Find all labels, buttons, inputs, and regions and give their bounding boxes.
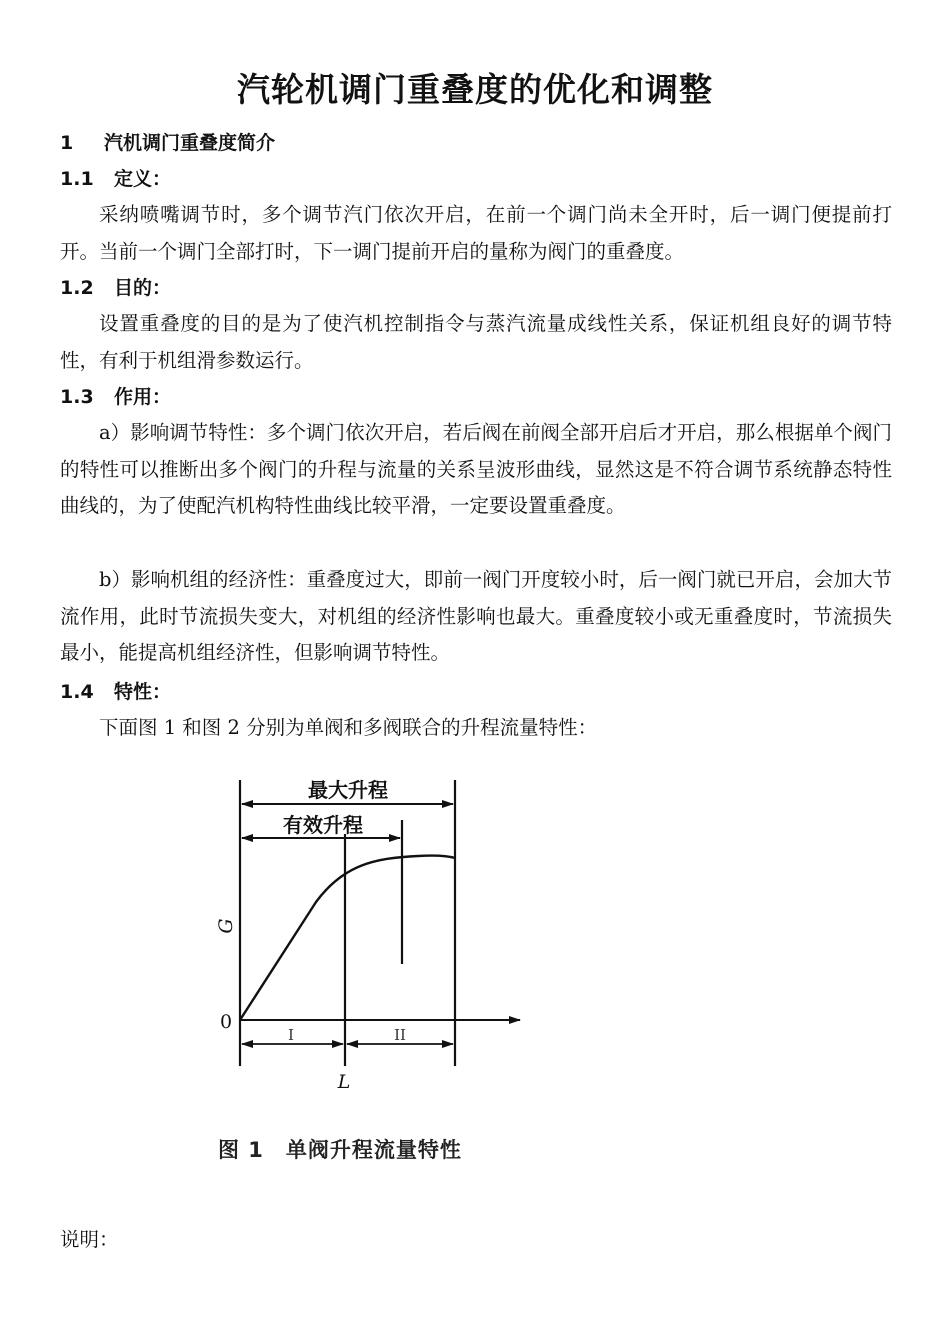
region-1-label: I (288, 1026, 294, 1044)
section-title: 定义： (114, 168, 172, 190)
section-heading-1-3 (60, 385, 171, 409)
effective-lift-label: 有效升程 (283, 813, 363, 837)
page-title: 汽轮机调门重叠度的优化和调整 (237, 70, 713, 109)
section-number: 1 (60, 132, 74, 154)
section-title: 汽机调门重叠度简介 (104, 132, 276, 154)
section-heading-1-2 (60, 276, 171, 300)
max-lift-label: 最大升程 (308, 778, 388, 802)
section-number: 1.4 (60, 681, 94, 703)
region-2-label: II (394, 1026, 406, 1044)
section-heading-1 (60, 131, 275, 155)
figure-single-valve-lift-flow (118, 752, 588, 1177)
section-number: 1.1 (60, 168, 94, 190)
figure-caption: 图 1 单阀升程流量特性 (218, 1138, 462, 1162)
lift-flow-diagram (118, 752, 588, 1177)
note-label: 说明： (60, 1228, 119, 1251)
section-heading-1-4 (60, 680, 171, 704)
paragraph-effect-a: a）影响调节特性：多个调门依次开启，若后阀在前阀全部开启后才开启，那么根据单个阀门的特性可以推断出多个阀门的升程与流量的关系呈波形曲线，显然这是不符合调节系统静态特性曲线的，为了使配汽机构特性曲线比较平滑，一定要设置重叠度。 (60, 421, 892, 517)
x-axis-label: L (337, 1071, 351, 1093)
origin-label: 0 (219, 1011, 233, 1033)
section-title: 特性： (114, 681, 172, 703)
paragraph-effect-b: b）影响机组的经济性：重叠度过大，即前一阀门开度较小时，后一阀门就已开启，会加大节流作用，此时节流损失变大，对机组的经济性影响也最大。重叠度较小或无重叠度时，节流损失最小，能提高机组经济性，但影响调节特性。 (60, 568, 892, 664)
section-number: 1.3 (60, 386, 94, 408)
lift-flow-curve (240, 856, 455, 1020)
y-axis-label: G (215, 918, 237, 934)
paragraph-definition: 采纳喷嘴调节时，多个调节汽门依次开启，在前一个调门尚未全开时，后一调门便提前打开。当前一个调门全部打时，下一调门提前开启的量称为阀门的重叠度。 (60, 203, 892, 263)
paragraph-purpose: 设置重叠度的目的是为了使汽机控制指令与蒸汽流量成线性关系，保证机组良好的调节特性，有利于机组滑参数运行。 (60, 312, 892, 372)
section-heading-1-1 (60, 167, 171, 191)
section-number: 1.2 (60, 277, 94, 299)
section-title: 目的： (114, 277, 172, 299)
paragraph-characteristic: 下面图 1 和图 2 分别为单阀和多阀联合的升程流量特性： (99, 716, 598, 739)
section-title: 作用： (114, 386, 172, 408)
